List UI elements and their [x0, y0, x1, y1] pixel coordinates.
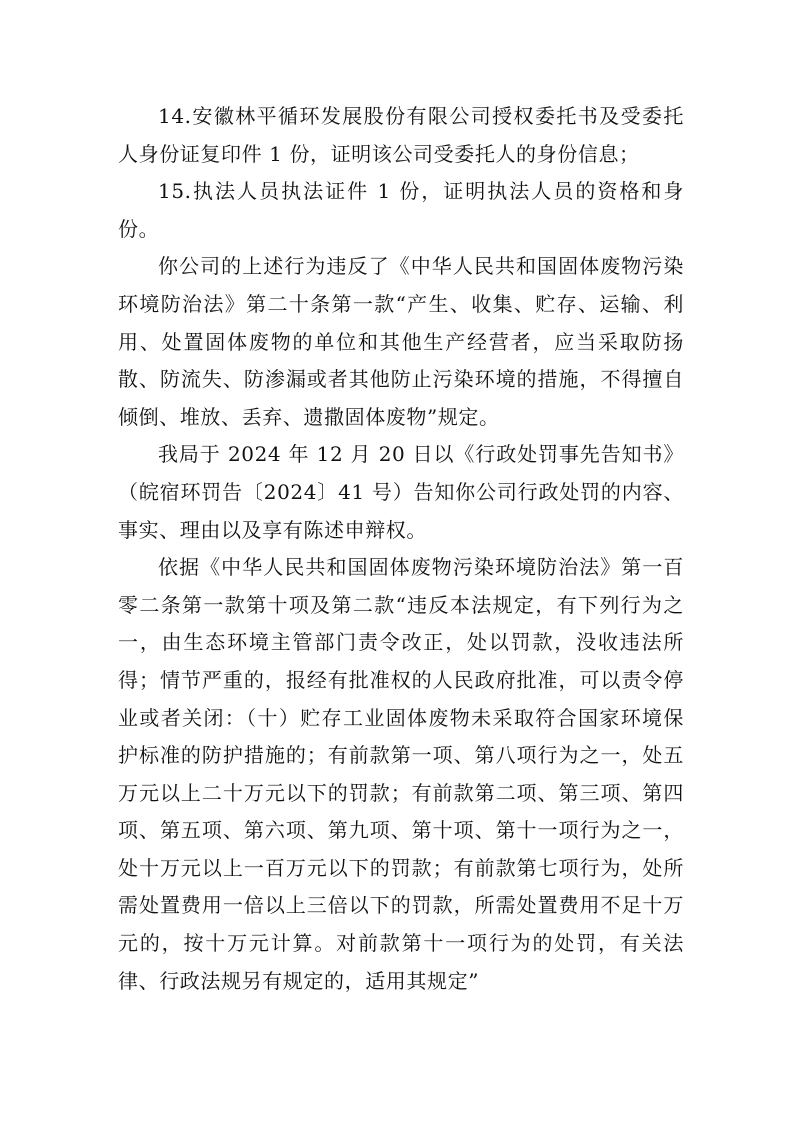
paragraph-legal-basis: 依据《中华人民共和国固体废物污染环境防治法》第一百零二条第一款第十项及第二款“违反本法规定，有下列行为之一，由生态环境主管部门责令改正，处以罚款，没收违法所得；情节严重的，报经有批准权的人民政府批准，可以责令停业或者关闭：（十）贮存工业固体废物未采取符合国家环境保护标准的防护措施的；有前款第一项、第八项行为之一，处五万元以上二十万元以下的罚款；有前款第二项、第三项、第四项、第五项、第六项、第九项、第十项、第十一项行为之一，处十万元以上一百万元以下的罚款；有前款第七项行为，处所需处置费用一倍以上三倍以下的罚款，所需处置费用不足十万元的，按十万元计算。对前款第十一项行为的处罚，有关法律、行政法规另有规定的，适用其规定”: [118, 555, 684, 993]
paragraph-item-15: 15.执法人员执法证件 1 份，证明执法人员的资格和身份。: [118, 179, 684, 241]
document-body: [118, 98, 684, 1000]
paragraph-prior-notice: 我局于 2024 年 12 月 20 日以《行政处罚事先告知书》（皖宿环罚告〔2024〕41 号）告知你公司行政处罚的内容、事实、理由以及享有陈述申辩权。: [118, 442, 684, 542]
paragraph-item-14: 14.安徽林平循环发展股份有限公司授权委托书及受委托人身份证复印件 1 份，证明该公司受委托人的身份信息；: [118, 104, 684, 166]
paragraph-violation: 你公司的上述行为违反了《中华人民共和国固体废物污染环境防治法》第二十条第一款“产生、收集、贮存、运输、利用、处置固体废物的单位和其他生产经营者，应当采取防扬散、防流失、防渗漏或者其他防止污染环境的措施，不得擅自倾倒、堆放、丢弃、遗撒固体废物”规定。: [118, 254, 684, 429]
